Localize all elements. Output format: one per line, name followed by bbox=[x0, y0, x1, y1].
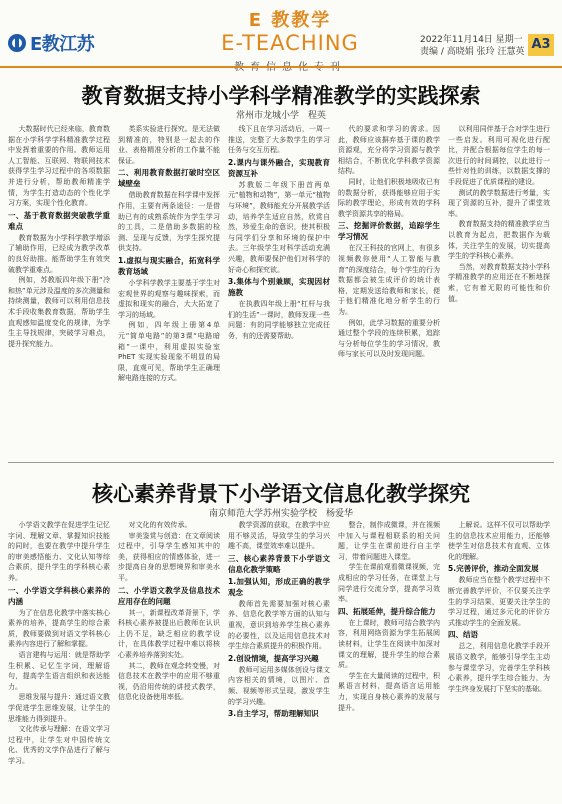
section-heading: 3.集体与个别兼顾，实现因材施教 bbox=[228, 277, 330, 298]
paragraph: 其二，教师在观念转变慢，对信息技术在教学中的应用不够重视，仍沿用传统的讲授式教学，信息化设备使用率低。 bbox=[118, 661, 220, 702]
paragraph: 大数据时代已经来临，教育数据在小学科学学科精准教学过程中发挥着重要的作用。教师运用人工智能、互联网、物联网技术获得学生学习过程中的各项数据并进行分析，帮助教师精准学情，为学生打造动态的个性化学习方案，实现个性化教育。 bbox=[8, 125, 110, 208]
page-number-badge: A3 bbox=[528, 34, 554, 56]
paragraph: 例如，苏教版四年级下册“冷和热”单元涉及温度的多次测量和持续测量，教师可以利用信息技术手段收集教育数据，帮助学生直观感知温度变化的规律，为学生主导找规律，突破学习难点，提升探究能力。 bbox=[8, 276, 110, 348]
article1-title: 教育数据支持小学科学精准教学的实践探索 bbox=[81, 84, 481, 108]
section-heading: 三、挖掘评价数据，追踪学生学习情况 bbox=[338, 221, 440, 242]
article-column bbox=[448, 520, 550, 800]
paragraph: 语言建构与运用：就是帮助学生积累、记忆生字词，理解语句，提高学生语言组织和表达能力。 bbox=[8, 650, 110, 691]
section-heading: 5.完善评价，推动全面发展 bbox=[448, 564, 539, 574]
paragraph: 当然，对教育数据支持小学科学精准教学的应用还在不断地探索，它有着无限的可能性和价值。 bbox=[448, 262, 550, 303]
section-heading: 2.课内与课外融合，实现教育资源互补 bbox=[228, 157, 330, 178]
article-column bbox=[8, 520, 110, 800]
paragraph: 文化传承与理解：在语文学习过程中，让学生对中国传统文化、优秀的文学作品进行了解与学习。 bbox=[8, 725, 110, 765]
paragraph: 为了在信息化教学中落实核心素养的培养，提高学生的综合素质，教师要做到对语文学科核心素养内容进行了解和掌握。 bbox=[8, 608, 110, 649]
masthead bbox=[0, 0, 562, 72]
paragraph: 例如，此学习数据的重要分析通过整个学段的连续积累，追踪与分析每位学生的学习情况，教师与家长可以及时发现问题。 bbox=[338, 318, 440, 359]
issue-date: 2022年11月14日 星期一 bbox=[420, 35, 523, 45]
paragraph: 教学资源的获取，在教学中应用不够灵活，导致学生的学习兴趣不高，课堂效率难以提升。 bbox=[228, 521, 330, 551]
article-divider bbox=[8, 462, 554, 463]
article1-byline: 常州市龙城小学 程英 bbox=[235, 111, 326, 121]
section-heading: 一、基于教育数据突破教学重难点 bbox=[8, 210, 110, 231]
paragraph: 上解说。这样不仅可以帮助学生的信息技术应用能力，还能够使学生对信息技术有直观、立体化的理解。 bbox=[448, 521, 550, 561]
paragraph: 同时，让他们积极地吸收已有的数据分析，获得能够应用于实际的教学理论，形成有效的学科教学资源共享的格局。 bbox=[338, 177, 440, 218]
paragraph: 教师可运用多媒体创设与课文内容相关的情境，以图片、音频、视频等形式呈现，激发学生的学习兴趣。 bbox=[228, 665, 330, 706]
paragraph: 在汉王科技的官网上，有很多视频教你使用“人工智能与教育”的深度结合，每个学生的行为数据都会被生成评价的统计表格，定期发送给教师和家长，便于他们精准化地分析学生的行为。 bbox=[338, 244, 440, 316]
article-column bbox=[448, 124, 550, 454]
paragraph: 学生在大量阅读的过程中，积累语言材料，提高语言运用能力，实现自身核心素养的发展与提升。 bbox=[338, 671, 440, 712]
paragraph: 小学语文教学在促进学生记忆字词、理解文章、掌握知识技能的同时，也要在教学中提升学生的审美感悟能力、文化认知等综合素质，提升学生的学科核心素养。 bbox=[8, 521, 110, 582]
article2-title: 核心素养背景下小学语文信息化教学探究 bbox=[92, 482, 470, 506]
paragraph: 以利用同伴基于合对学生进行一些启发。利用可视化进行配比，并配合根据每位学生的每一次进行的时间调控，以此进行一些针对性的训练，以数据支撑的手段促进了优质课程的建设。 bbox=[448, 125, 550, 186]
article2-body bbox=[8, 520, 554, 800]
paragraph: 思维发展与提升：通过语文教学促进学生思维发展，让学生的思维能力得到提升。 bbox=[8, 693, 110, 723]
editors: 责编 / 高晓娟 张玲 汪慧英 bbox=[420, 47, 525, 57]
article2-byline: 南京师范大学苏州实验学校 杨爱华 bbox=[208, 509, 353, 519]
paragraph: 对文化的有效传承。 bbox=[128, 521, 192, 529]
paragraph: 代的要求和学习的需求。因此，教师应该摒弃基于课的教学资源观，充分将学习资源与教学相结合，不断优化学科教学资源结构。 bbox=[338, 125, 440, 176]
section-heading: 三、核心素养背景下小学语文信息化教学策略 bbox=[228, 553, 330, 574]
masthead-rule bbox=[0, 66, 562, 68]
section-heading: 1.加强认知，形成正确的教学观念 bbox=[228, 576, 330, 597]
logo-text: E教江苏 bbox=[30, 34, 95, 55]
section-brand bbox=[190, 6, 390, 73]
paragraph: 教师应当在整个教学过程中不断完善教学评价，不仅要关注学生的学习结果，更要关注学生的学习过程，通过多元化的评价方式推动学生的全面发展。 bbox=[448, 576, 550, 627]
logo-mark-icon bbox=[8, 34, 26, 52]
paragraph: 教师首先需要加强对核心素养、信息化教学等方面的认知与重视，意识到培养学生核心素养的必要性，以及运用信息技术对学生综合素质提升的积极作用。 bbox=[228, 599, 330, 651]
section-heading: 四、拓展延伸，提升综合能力 bbox=[338, 606, 436, 616]
issue-meta bbox=[420, 34, 530, 58]
article-column bbox=[228, 520, 330, 800]
paragraph: 学生在课前观看微课视频，完成相应的学习任务，在课堂上与同学进行交流分享，提高学习效率。 bbox=[338, 563, 440, 604]
paragraph: 借助教育数据在科学课中发挥作用，主要有两条途径：一是借助已有的成熟系统作为学生学习的工具，二是借助多数据的检测、呈现与反馈，为学生探究提供支持。 bbox=[118, 191, 220, 253]
section-heading: 二、利用教育数据打破时空区域壁垒 bbox=[118, 168, 220, 189]
brand-chinese: E 教教学 bbox=[248, 10, 332, 31]
paragraph: 类系实验进行探究。是无法做到精准的，特别是一起去的作业、表格精准分析的工作量不能保证。 bbox=[118, 125, 220, 165]
article-column bbox=[118, 124, 220, 454]
paragraph: 例如，四年级上册第4单元“简单电路”的第3课“电路暗箱”一课中，利用虚拟实验室 PhET 实现实验现象不明显的局限，直观可见，帮助学生正确理解电路连接的方式。 bbox=[118, 321, 220, 383]
section-heading: 3.自主学习，帮助理解知识 bbox=[228, 709, 319, 719]
paragraph: 在上课时，教师可结合教学内容，利用网络资源为学生拓展阅读材料，让学生在阅读中加深对课文的理解，提升学生的综合素质。 bbox=[338, 618, 440, 670]
paragraph: 总之，利用信息化教学手段开展语文教学，能够引导学生主动参与课堂学习，完善学生学科核心素养，提升学生综合能力，为学生终身发展打下坚实的基础。 bbox=[448, 642, 550, 693]
article-column bbox=[338, 520, 440, 800]
paragraph: 教育数据为小学科学教学增添了辅助作用，已经成为教学改革的良好助推。能帮助学生有效突破教学重难点。 bbox=[8, 233, 110, 274]
section-heading: 2.创设情境，提高学习兴趣 bbox=[228, 653, 319, 663]
paragraph: 线下且在学习活动后，一周一推送，完整了大多数学生的学习任务与交互历程。 bbox=[228, 125, 330, 155]
article-column bbox=[118, 520, 220, 800]
paragraph: 苏教版二年级下册首两单元“植物和动物”，第一单元“植物与环境”，教师能充分开展教学活动，培养学生适应自然，欣赏自然，珍爱生命的意识，使其积极与同学们分享和环境的保护中去。三年级学生对科学活动充满兴趣，教师要保护他们对科学的好奇心和探究欲。 bbox=[228, 180, 330, 274]
paragraph: 其一，新课程改革背景下，学科核心素养被提出后教师在认识上仍不足，缺乏相应的教学设计，在具体教学过程中难以将核心素养培养落到实处。 bbox=[118, 608, 220, 659]
publication-logo bbox=[8, 30, 94, 56]
section-heading: 1.虚拟与现实融合，拓宽科学教育场域 bbox=[118, 255, 220, 276]
paragraph: 教育数据支持的精准教学应当以教育为起点，把数据作为载体，关注学生的发展，切实提高学生的学科核心素养。 bbox=[448, 220, 550, 261]
brand-english: E-TEACHING bbox=[221, 31, 359, 55]
paragraph: 审美鉴赏与创造：在文章阅读过程中，引导学生感知其中的美，获得相应的情感体验，进一步提高自身的思想境界和审美水平。 bbox=[118, 531, 220, 582]
section-heading: 一、小学语文学科核心素养的内涵 bbox=[8, 585, 110, 606]
paragraph: 小学科学教学主要基于学生对宏观世界的观察与趣味探索，而虚拟和现实的融合，大大拓宽了学习的场域。 bbox=[118, 278, 220, 319]
paragraph: 整合，制作成微课，并在视频中加入与课程相联系的相关问题，让学生在课前进行自主学习，带着问题进入课堂。 bbox=[338, 521, 440, 561]
article-column bbox=[228, 124, 330, 454]
article-column bbox=[8, 124, 110, 454]
paragraph: 在执教四年级上册“杠杆与我们的生活”一课时，教师发现一些问题：有的同学能够独立完成任务，有的还需要帮助。 bbox=[228, 300, 330, 340]
section-heading: 四、结语 bbox=[448, 630, 478, 640]
article-column bbox=[338, 124, 440, 454]
section-heading: 二、小学语文教学及信息技术应用存在的问题 bbox=[118, 585, 220, 606]
article1-body bbox=[8, 124, 554, 454]
paragraph: 测试的教学数据进行考量，实现了资源的互补，提升了课堂效率。 bbox=[448, 188, 550, 218]
